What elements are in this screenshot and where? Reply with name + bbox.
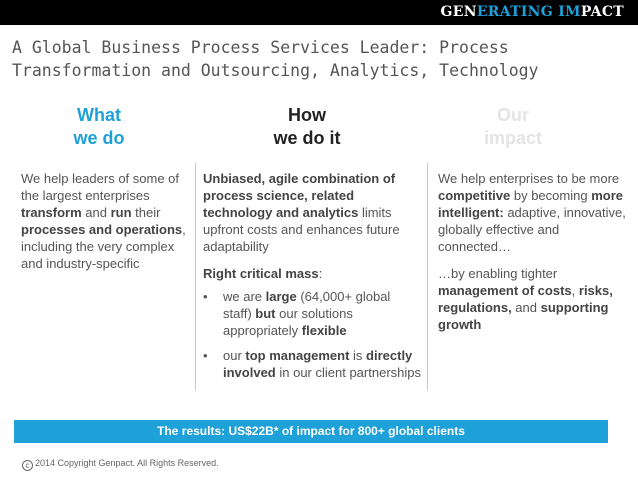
how-b2-bold-2: directly involved xyxy=(223,348,413,380)
impact-p1-text-3: adaptive, innovative, globally effective and connected… xyxy=(438,205,626,254)
heading-what-we-do xyxy=(4,104,194,150)
impact-p2-bold-2: risks, regulations, xyxy=(438,283,613,315)
impact-paragraph-2 xyxy=(438,265,630,333)
how-paragraph-2 xyxy=(203,265,421,282)
what-bold-1: transform xyxy=(21,205,82,220)
how-b1-text-3: our solutions appropriately xyxy=(223,306,353,338)
heading-how-we-do-it xyxy=(212,104,402,150)
title-line-2: Transformation and Outsourcing, Analytics, Technology xyxy=(12,61,539,80)
what-text-3: their xyxy=(131,205,161,220)
impact-p2-bold-3: supporting growth xyxy=(438,300,609,332)
impact-p2-text-2: , xyxy=(571,283,579,298)
copyright-icon: c xyxy=(22,460,33,471)
heading-how-line1: How xyxy=(288,105,326,125)
heading-what-line1: What xyxy=(77,105,121,125)
copyright-text: 2014 Copyright Genpact. All Rights Reserved. xyxy=(35,458,219,468)
column-divider-1 xyxy=(195,163,196,391)
brand-text-part3: PACT xyxy=(580,4,624,20)
brand-text-part2: ERATING IM xyxy=(476,4,581,20)
copyright-footer xyxy=(22,457,219,471)
top-bar xyxy=(0,0,638,25)
what-paragraph xyxy=(21,170,191,272)
column-divider-2 xyxy=(427,163,428,391)
heading-impact-line1: Our xyxy=(496,105,529,125)
how-b2-text-1: our xyxy=(223,348,246,363)
how-b2-text-2: is xyxy=(349,348,367,363)
how-b2-bold-1: top management xyxy=(245,348,350,363)
heading-how-line2: we do it xyxy=(273,128,341,148)
what-bold-2: run xyxy=(110,205,132,220)
impact-p1-text-1: We help enterprises to be more xyxy=(438,171,620,186)
what-text-4: , including the very complex and industry-specific xyxy=(21,222,186,271)
what-text-1: We help leaders of some of the largest enterprises xyxy=(21,171,180,203)
how-b1-bold-3: flexible xyxy=(301,323,347,338)
impact-p1-bold-1: competitive xyxy=(438,188,511,203)
column-what-we-do xyxy=(21,170,191,282)
brand-text-part1: GEN xyxy=(440,4,477,20)
how-p1-text: limits upfront costs and enhances future adaptability xyxy=(203,205,400,254)
brand-logo xyxy=(440,4,624,20)
how-b1-bold-1: large xyxy=(265,289,297,304)
what-text-2: and xyxy=(81,205,111,220)
how-p2-text: : xyxy=(318,266,323,281)
impact-p2-text-1: …by enabling tighter xyxy=(438,266,558,281)
how-paragraph-1 xyxy=(203,170,421,255)
heading-our-impact xyxy=(418,104,608,150)
impact-paragraph-1 xyxy=(438,170,630,255)
how-p2-bold: Right critical mass xyxy=(203,266,319,281)
bullet-dot-1: • xyxy=(203,289,208,304)
how-bullet-2 xyxy=(203,347,421,381)
heading-impact-line2: impact xyxy=(483,128,543,148)
page-title xyxy=(12,36,627,82)
how-b2-text-3: in our client partnerships xyxy=(275,365,421,380)
how-b1-bold-2: but xyxy=(255,306,276,321)
column-how-we-do-it xyxy=(203,170,421,389)
column-our-impact xyxy=(438,170,630,343)
impact-p1-bold-2: more intelligent: xyxy=(438,188,623,220)
title-line-1: A Global Business Process Services Leader: Process xyxy=(12,38,509,57)
heading-what-line2: we do xyxy=(73,128,125,148)
impact-p2-bold-1: management of costs xyxy=(438,283,572,298)
bullet-dot-2: • xyxy=(203,348,208,363)
how-b1-text-1: we are xyxy=(223,289,266,304)
impact-p2-text-3: and xyxy=(511,300,541,315)
how-p1-bold: Unbiased, agile combination of process science, related technology and analytics xyxy=(203,171,396,220)
impact-p1-text-2: by becoming xyxy=(510,188,592,203)
how-bullet-1 xyxy=(203,288,421,339)
results-banner: The results: US$22B* of impact for 800+ global clients xyxy=(14,420,608,443)
what-bold-3: processes and operations xyxy=(21,222,183,237)
how-b1-text-2: (64,000+ global staff) xyxy=(223,289,391,321)
